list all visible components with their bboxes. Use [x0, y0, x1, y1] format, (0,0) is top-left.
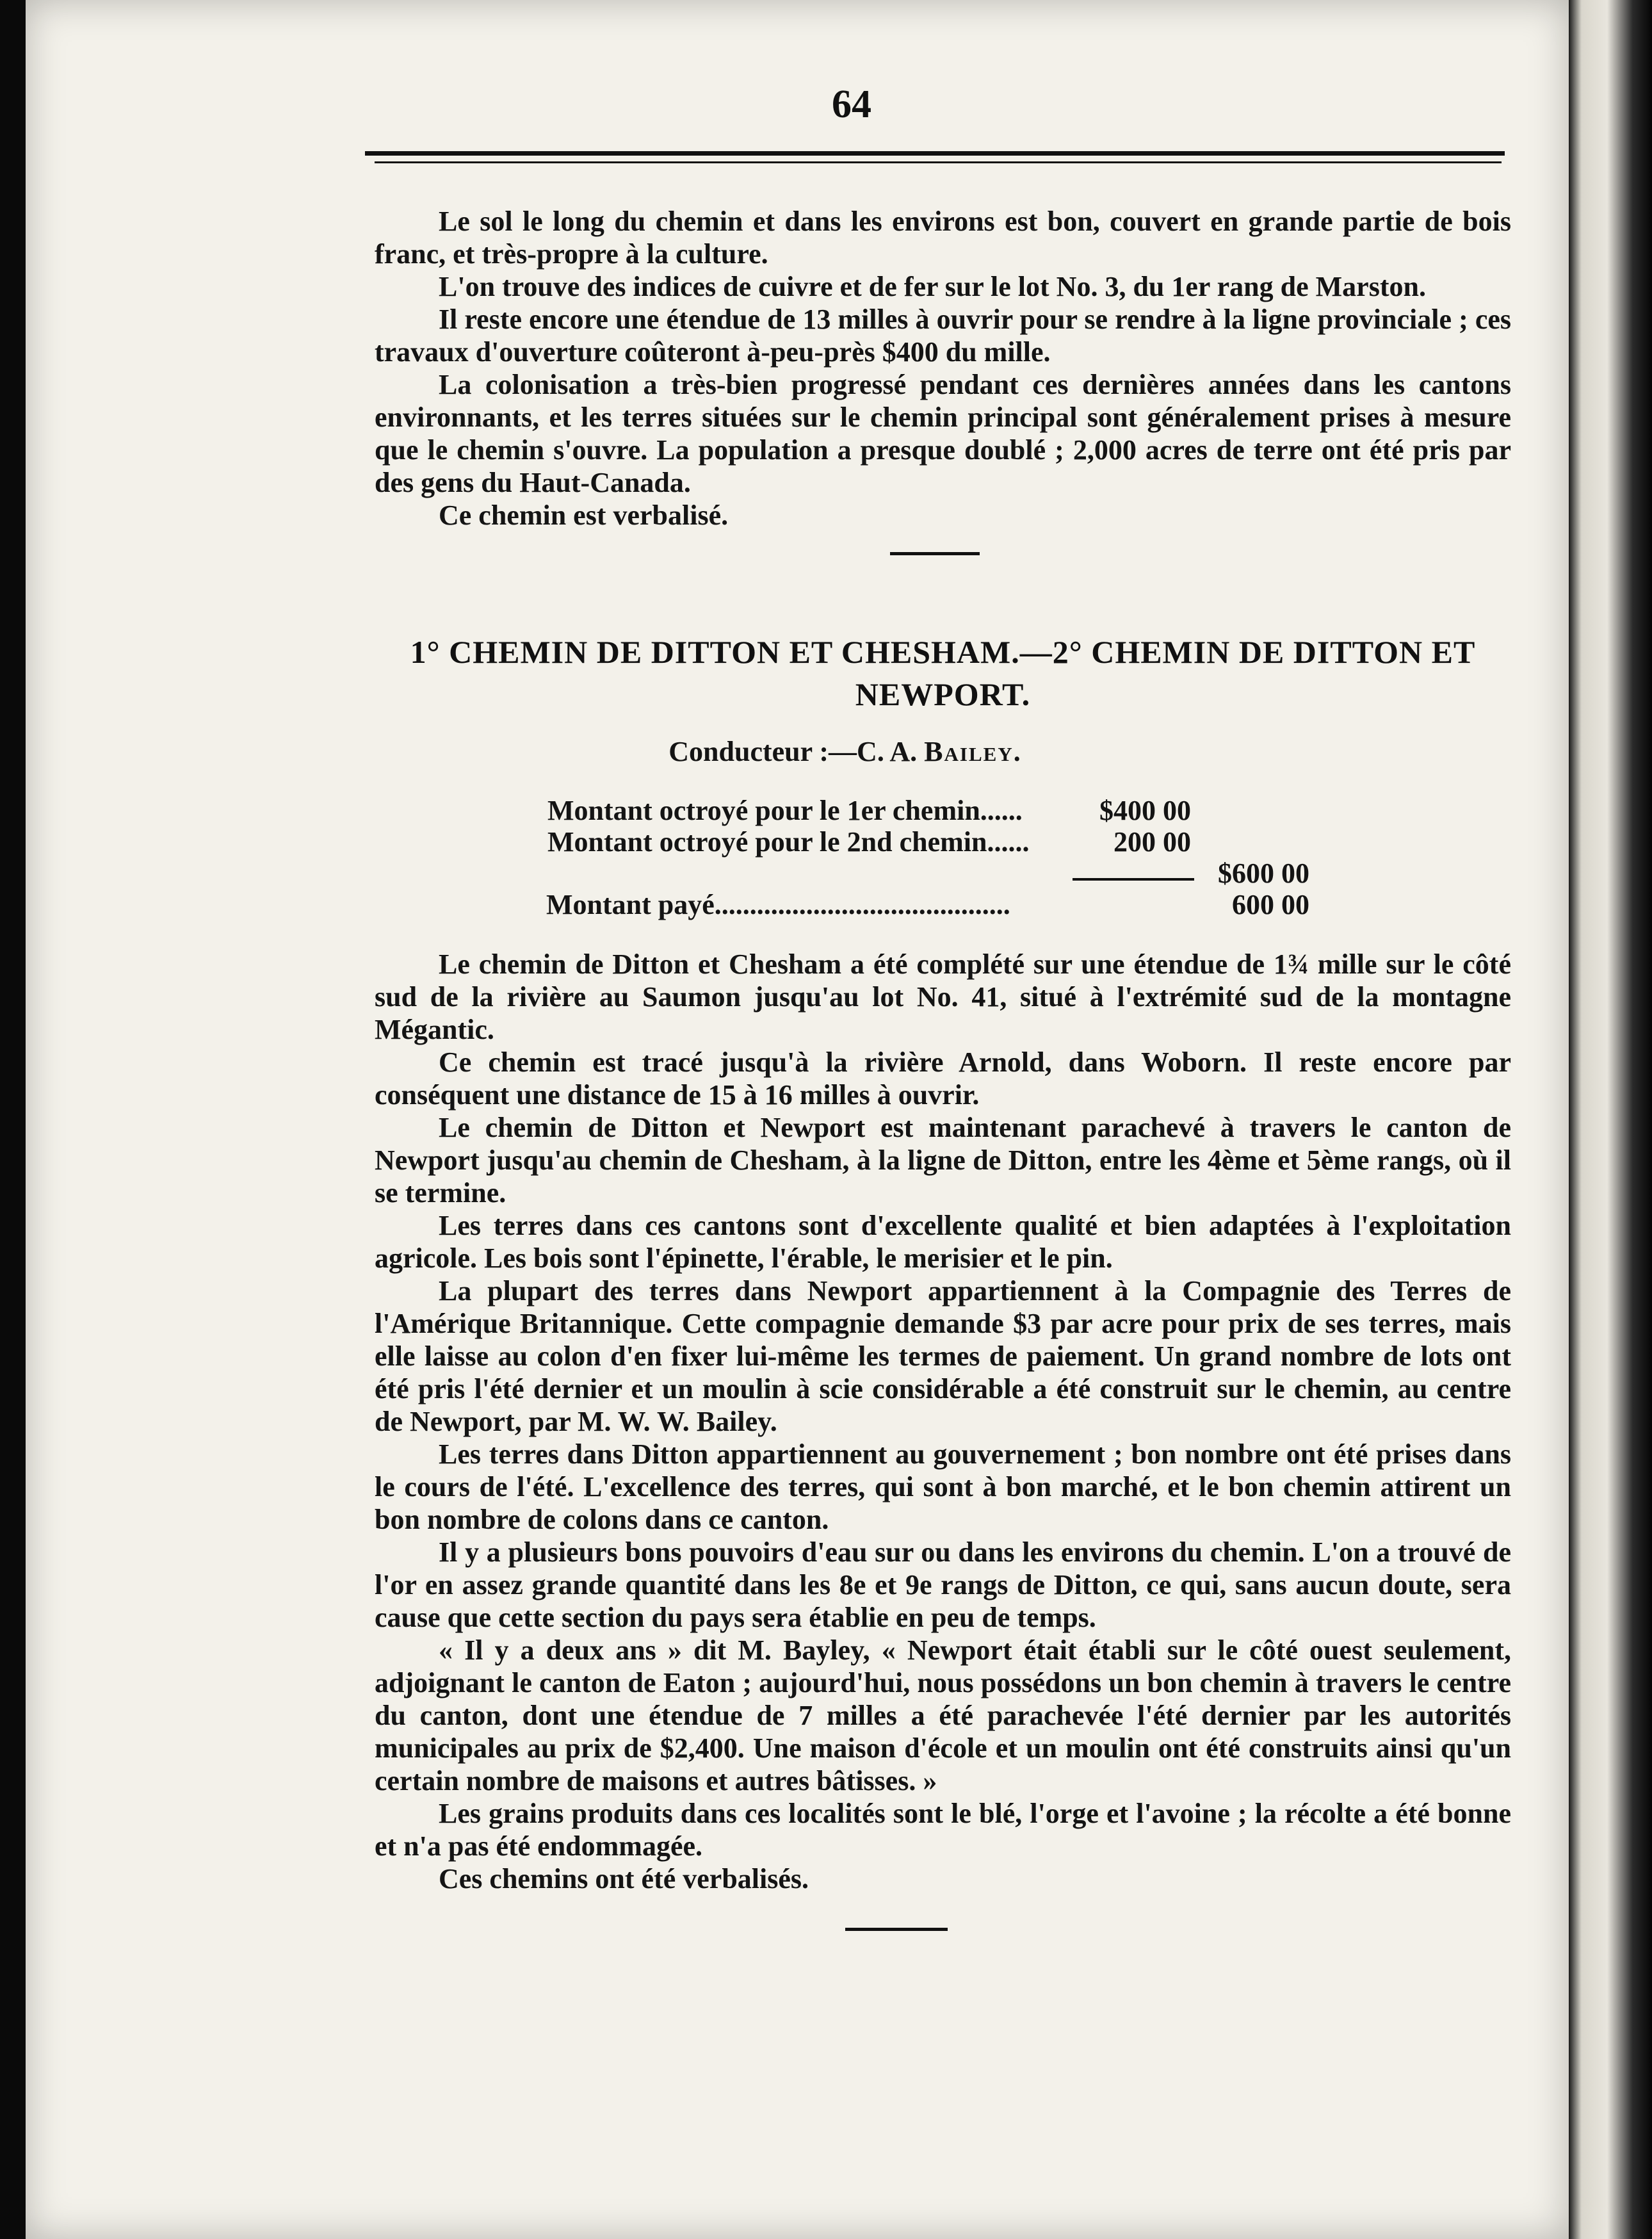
paragraph: « Il y a deux ans » dit M. Bayley, « Newport était établi sur le côté ouest seulement, adjoignant le canton de Eaton ; aujourd'hui, nous possédons un bon chemin à travers le centre du canton, dont une étendue de 7 milles a été parachevée l'été dernier par les autorités municipales au prix de $2,400. Une maison d'école et un moulin ont été construits ainsi qu'un certain nombre de maisons et autres bâtisses. » — [375, 1634, 1511, 1796]
paragraph: Ce chemin est tracé jusqu'à la rivière Arnold, dans Woborn. Il reste encore par conséquent une distance de 15 à 16 milles à ouvrir. — [375, 1046, 1511, 1111]
conductor-line — [26, 735, 1569, 768]
conductor-label: Conducteur :—C. A. — [668, 736, 925, 767]
paragraph: Ce chemin est verbalisé. — [439, 500, 729, 531]
section-divider — [890, 552, 980, 555]
paragraph: Il y a plusieurs bons pouvoirs d'eau sur ou dans les environs du chemin. L'on a trouvé de l'or en assez grande quantité dans les 8e et 9e rangs de Ditton, ce qui, sans aucun doute, sera cause que cette section du pays sera établie en peu de temps. — [375, 1536, 1511, 1633]
paragraph: L'on trouve des indices de cuivre et de fer sur le lot No. 3, du 1er rang de Marston. — [439, 271, 1426, 302]
section-1-text — [375, 205, 1511, 532]
amount-row — [547, 794, 1393, 826]
amount-row — [547, 826, 1393, 857]
page-number: 64 — [832, 83, 871, 126]
book-spine-edge — [1569, 0, 1652, 2239]
paragraph: Les terres dans ces cantons sont d'excellente qualité et bien adaptées à l'exploitation agricole. Les bois sont l'épinette, l'érable, le merisier et le pin. — [375, 1210, 1511, 1274]
paragraph: Le sol le long du chemin et dans les environs est bon, couvert en grande partie de bois franc, et très-propre à la culture. — [375, 206, 1511, 270]
paragraph: Le chemin de Ditton et Chesham a été complété sur une étendue de 1¾ mille sur le côté sud de la rivière au Saumon jusqu'au lot No. 41, situé à l'extrémité sud de la montagne Mégantic. — [375, 949, 1511, 1045]
amounts-table — [547, 794, 1393, 920]
paragraph: Ces chemins ont été verbalisés. — [439, 1863, 809, 1894]
sum-rule — [1073, 878, 1194, 881]
paragraph: Le chemin de Ditton et Newport est maintenant parachevé à travers le canton de Newport jusqu'au chemin de Chesham, à la ligne de Ditton, entre les 4ème et 5ème rangs, où il se termine. — [375, 1112, 1511, 1209]
header-rule-thin — [375, 161, 1502, 163]
amount-label: Montant octroyé pour le 1er chemin...... — [547, 795, 1023, 826]
amount-label: Montant octroyé pour le 2nd chemin...... — [547, 826, 1030, 858]
scanned-page — [26, 0, 1569, 2239]
amount-row — [547, 888, 1393, 920]
amount-value: $400 00 — [1099, 795, 1191, 826]
amount-row — [547, 857, 1393, 888]
amount-label: Montant payé.......................................... — [546, 889, 1010, 920]
header-rule-thick — [365, 151, 1505, 156]
paragraph: Les grains produits dans ces localités sont le blé, l'orge et l'avoine ; la récolte a été bonne et n'a pas été endommagée. — [375, 1798, 1511, 1862]
section-2-text — [375, 948, 1511, 1895]
paragraph: Il reste encore une étendue de 13 milles à ouvrir pour se rendre à la ligne provinciale ; ces travaux d'ouverture coûteront à-peu-près $400 du mille. — [375, 304, 1511, 368]
paragraph: La colonisation a très-bien progressé pendant ces dernières années dans les cantons environnants, et les terres situées sur le chemin principal sont généralement prises à mesure que le chemin s'ouvre. La population a presque doublé ; 2,000 acres de terre ont été pris par des gens du Haut-Canada. — [375, 369, 1511, 498]
paragraph: Les terres dans Ditton appartiennent au gouvernement ; bon nombre ont été prises dans le cours de l'été. L'excellence des terres, qui sont à bon marché, et le bon chemin attirent un bon nombre de colons dans ce canton. — [375, 1438, 1511, 1535]
amount-total: 600 00 — [1232, 889, 1309, 920]
amount-value: 200 00 — [1113, 826, 1191, 858]
conductor-name: Bailey. — [924, 736, 1022, 767]
amount-total: $600 00 — [1218, 858, 1309, 889]
paragraph: La plupart des terres dans Newport appartiennent à la Compagnie des Terres de l'Amérique Britannique. Cette compagnie demande $3 par acre pour prix de ses terres, mais elle laisse au colon d'en fixer lui-même les termes de paiement. Un grand nombre de lots ont été pris l'été dernier et un moulin à scie considérable a été construit sur le chemin, au centre de Newport, par M. W. W. Bailey. — [375, 1275, 1511, 1437]
end-divider — [845, 1928, 948, 1931]
section-heading: 1° CHEMIN DE DITTON ET CHESHAM.—2° CHEMIN DE DITTON ET NEWPORT. — [410, 634, 1476, 712]
